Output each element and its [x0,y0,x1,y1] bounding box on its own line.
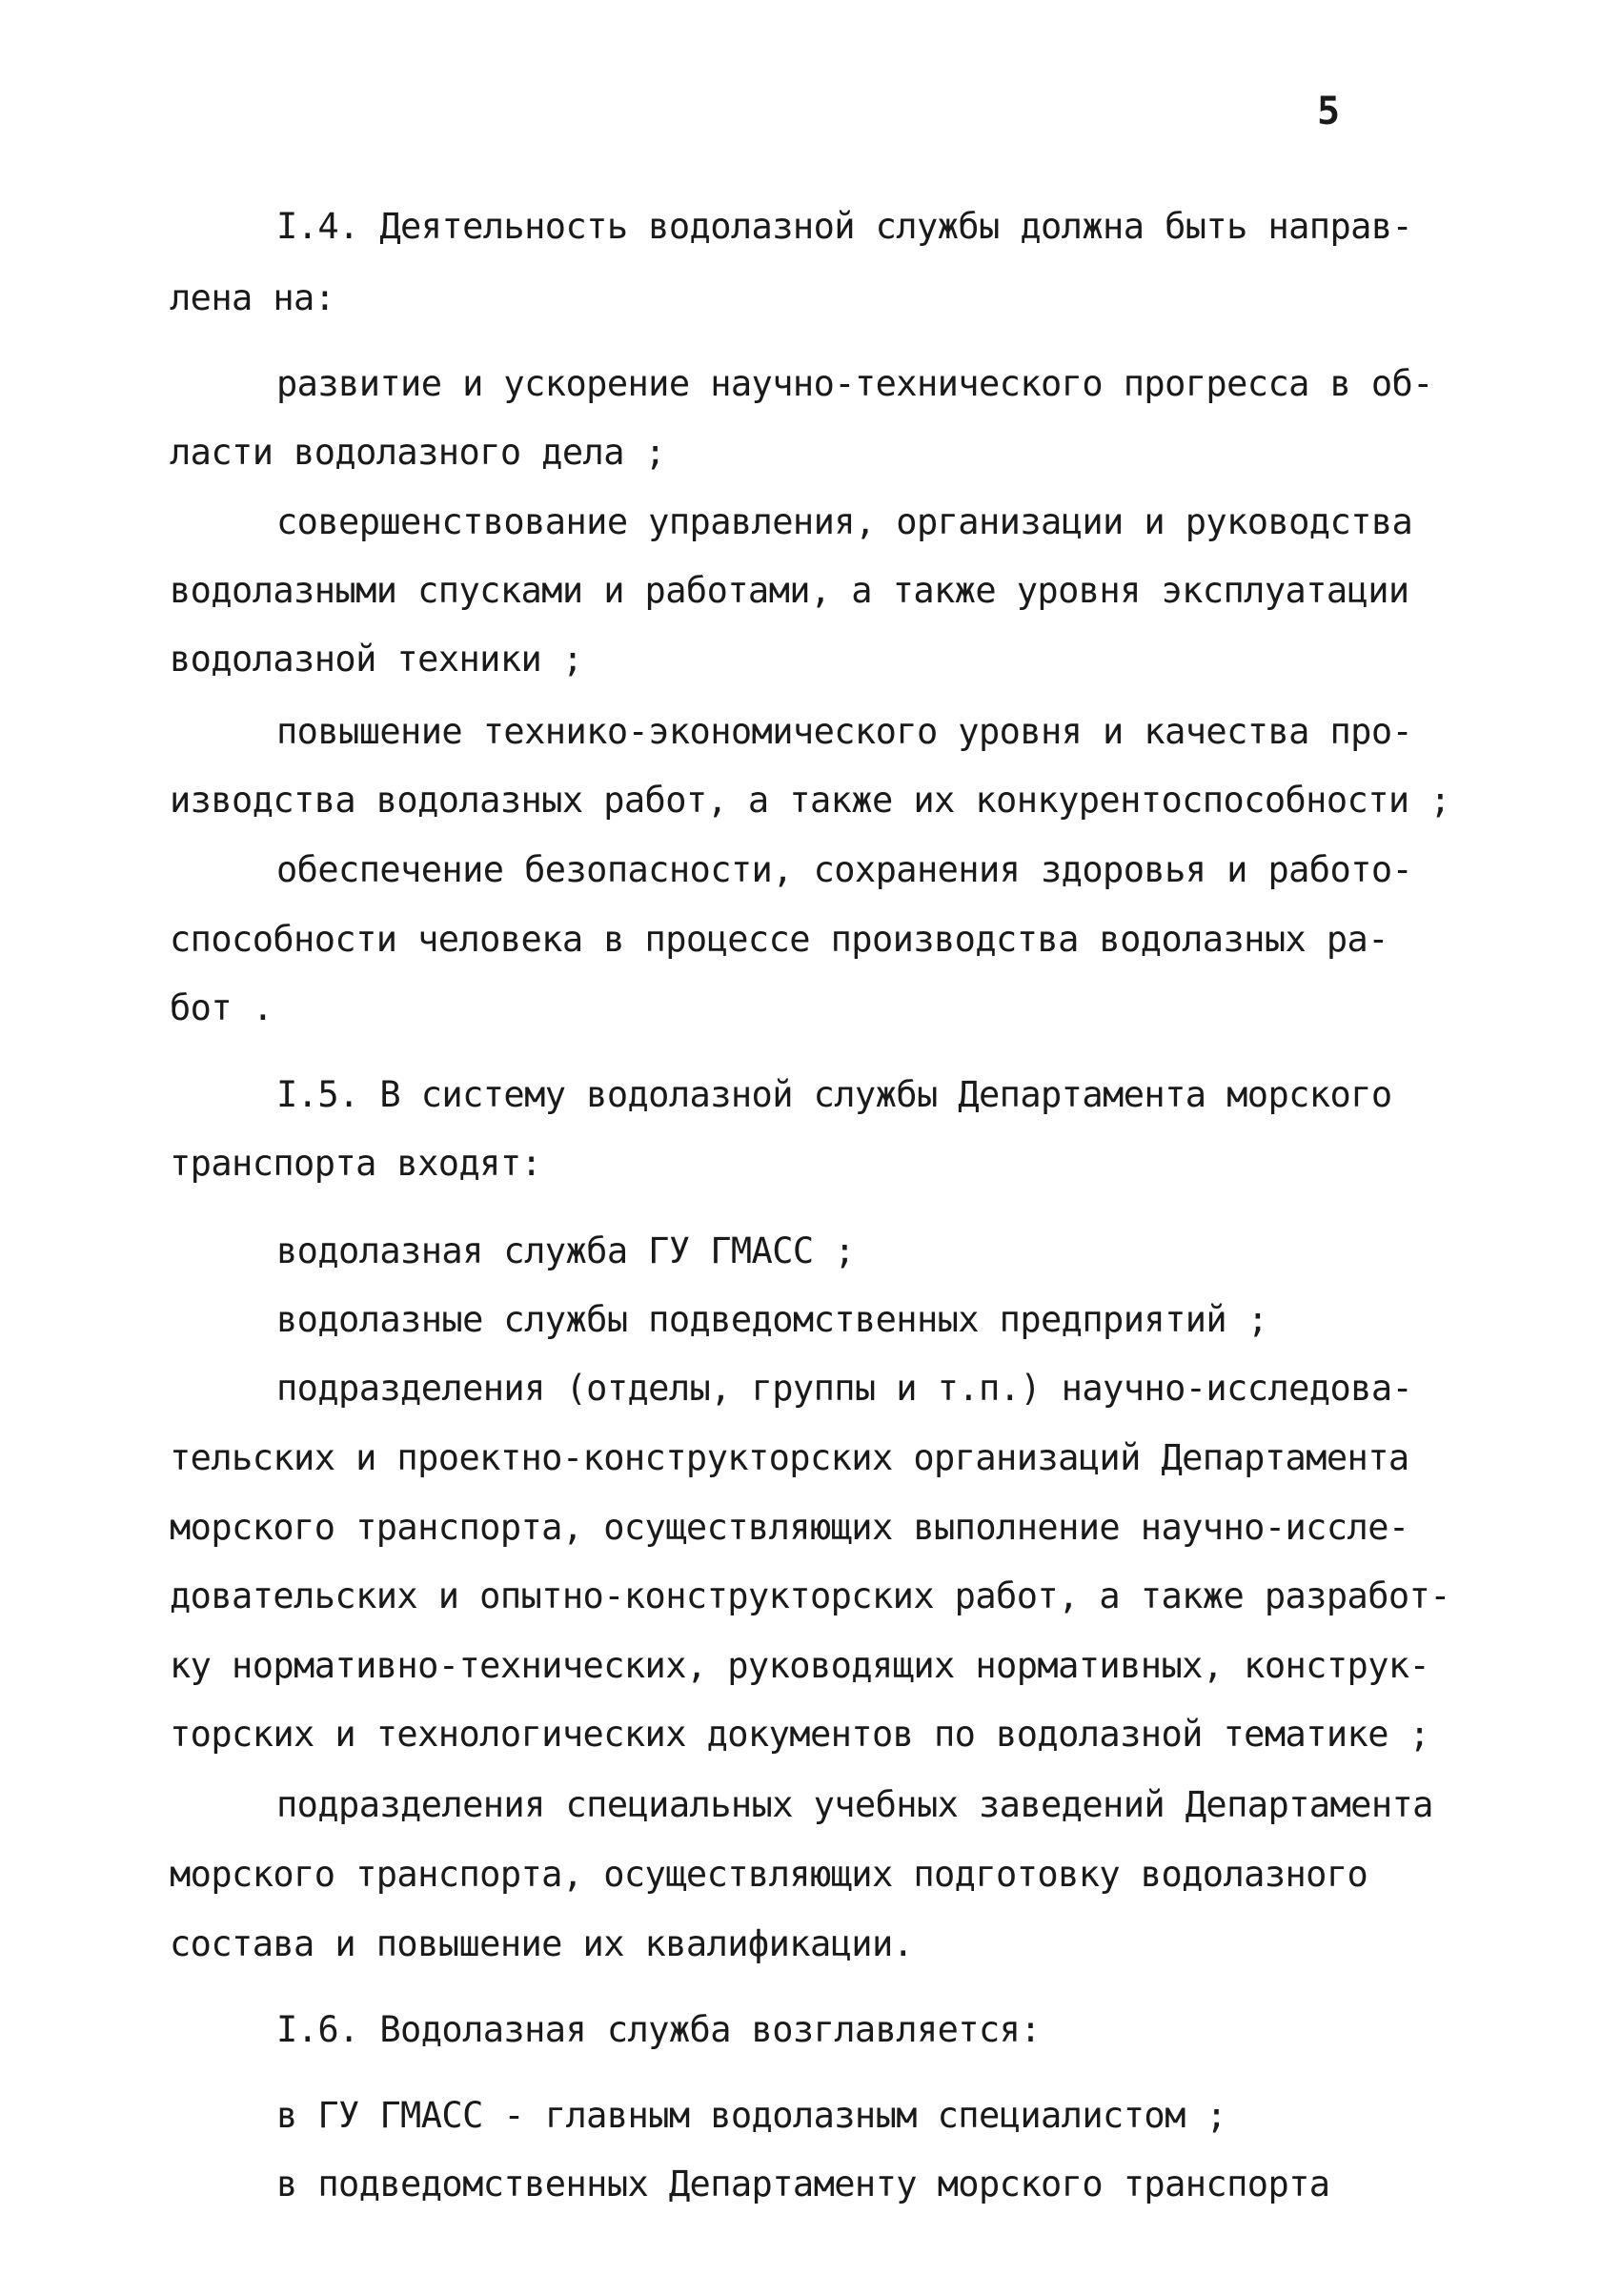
text-line: подразделения специальных учебных заведений Департамента [276,1784,1433,1825]
page-number: 5 [1317,90,1341,133]
text-line: лена на: [170,277,335,318]
text-line: в ГУ ГМАСС - главным водолазным специалистом ; [276,2095,1227,2136]
text-line: водолазной техники ; [170,639,583,680]
text-line: водолазные службы подведомственных предприятий ; [276,1299,1268,1340]
text-line: ласти водолазного дела ; [170,432,666,473]
text-line: развитие и ускорение научно-технического прогресса в об- [276,363,1433,404]
text-line: торских и технологических документов по водолазной тематике ; [170,1714,1430,1755]
text-line: морского транспорта, осуществляющих выполнение научно-иссле- [170,1507,1409,1548]
text-line: I.4. Деятельность водолазной службы должна быть направ- [276,206,1413,247]
text-line: совершенствование управления, организации и руководства [276,501,1413,542]
text-line: I.6. Водолазная служба возглавляется: [276,2009,1042,2050]
text-line: I.5. В систему водолазной службы Департамента морского [276,1074,1392,1115]
text-line: изводства водолазных работ, а также их конкурентоспособности ; [170,780,1450,821]
text-line: водолазная служба ГУ ГМАСС ; [276,1230,855,1271]
text-line: подразделения (отделы, группы и т.п.) научно-исследова- [276,1368,1413,1409]
text-line: водолазными спусками и работами, а также уровня эксплуатации [170,570,1409,611]
text-line: транспорта входят: [170,1143,542,1184]
text-line: морского транспорта, осуществляющих подготовку водолазного [170,1854,1368,1895]
text-line: бот . [170,987,274,1028]
text-line: обеспечение безопасности, сохранения здоровья и работо- [276,849,1413,890]
text-line: довательских и опытно-конструкторских работ, а также разработ- [170,1575,1450,1616]
text-line: способности человека в процессе производства водолазных ра- [170,919,1388,960]
text-line: состава и повышение их квалификации. [170,1923,914,1964]
text-line: в подведомственных Департаменту морского транспорта [276,2164,1330,2205]
text-line: тельских и проектно-конструкторских организаций Департамента [170,1437,1409,1478]
text-line: повышение технико-экономического уровня и качества про- [276,711,1413,752]
text-line: ку нормативно-технических, руководящих нормативных, конструк- [170,1645,1430,1686]
